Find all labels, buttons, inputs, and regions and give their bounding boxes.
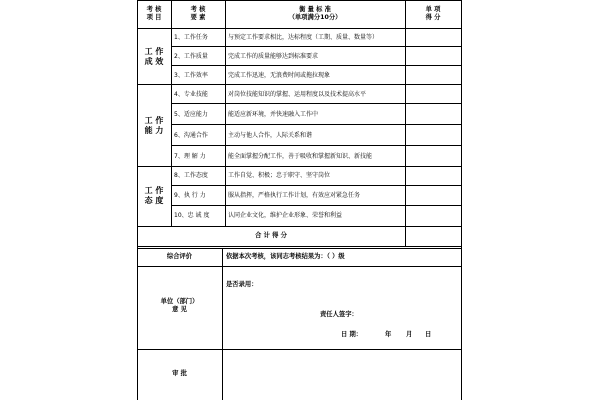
factor-standard: 与预定工作要求相比，达标程度（工期、质量、数量等） bbox=[228, 34, 379, 41]
approval-label: 审 批 bbox=[172, 370, 187, 377]
row-line bbox=[171, 46, 462, 47]
header-factor-column: 考 核 要 素 bbox=[190, 6, 206, 21]
total-bottom bbox=[137, 246, 462, 247]
overall-evaluation-text: 依据本次考核，该同志考核结果为：（ ）级 bbox=[226, 253, 345, 260]
row-line bbox=[171, 65, 462, 66]
factor-name: 5、适应能力 bbox=[174, 111, 208, 118]
header-score-column: 单 项 得 分 bbox=[425, 6, 441, 21]
factor-name: 6、沟通合作 bbox=[174, 132, 208, 139]
row-line bbox=[171, 205, 462, 206]
row-line bbox=[171, 124, 462, 125]
group-line bbox=[137, 84, 462, 85]
factor-name: 7、理 解 力 bbox=[174, 153, 206, 160]
overall-bottom bbox=[137, 266, 462, 267]
factor-name: 9、执 行 力 bbox=[174, 192, 206, 199]
row-line bbox=[171, 185, 462, 186]
factor-standard: 工作自觉、积极；忠于职守、坚守岗位 bbox=[228, 172, 331, 179]
factor-name: 4、专业技能 bbox=[174, 91, 208, 98]
month-label: 月 bbox=[406, 331, 413, 338]
group-line bbox=[137, 166, 462, 167]
unit-opinion-label: 单位（部门） 意 见 bbox=[160, 298, 199, 313]
col-divider-3 bbox=[405, 0, 406, 246]
group-label-work-results: 工 作 成 效 bbox=[144, 47, 164, 66]
factor-name: 2、工作质量 bbox=[174, 53, 208, 60]
group-label-work-attitude: 工 作 态 度 bbox=[144, 186, 164, 205]
col-divider-1 bbox=[171, 0, 172, 226]
factor-name: 8、工作态度 bbox=[174, 172, 208, 179]
signer-label: 责任人签字： bbox=[320, 311, 358, 318]
row-line bbox=[171, 103, 462, 104]
border-top bbox=[137, 0, 462, 1]
factor-standard: 主动与他人合作，人际关系和谐 bbox=[228, 132, 313, 139]
factor-standard: 完成工作迅速，无浪费时间或拖拉现象 bbox=[228, 72, 331, 79]
border-right bbox=[461, 0, 462, 400]
group-label-work-ability: 工 作 能 力 bbox=[144, 116, 164, 135]
overall-evaluation-label: 综合评价 bbox=[166, 253, 193, 260]
hire-decision-label: 是否录用： bbox=[226, 281, 258, 288]
factor-name: 3、工作效率 bbox=[174, 72, 208, 79]
group-line bbox=[137, 226, 462, 227]
factor-standard: 能适应新环境，并快速融入工作中 bbox=[228, 111, 319, 118]
factor-standard: 能全面掌握分配工作，善于吸收和掌握新知识、新技能 bbox=[228, 153, 373, 160]
year-label: 年 bbox=[385, 331, 392, 338]
factor-standard: 对岗位技能知识的掌握、运用程度以及技术提高水平 bbox=[228, 91, 367, 98]
total-score-label: 合 计 得 分 bbox=[255, 232, 287, 239]
date-label: 日 期： bbox=[341, 331, 363, 338]
factor-name: 1、工作任务 bbox=[174, 34, 208, 41]
header-item-column: 考 核 项 目 bbox=[146, 6, 162, 21]
total-bottom-2 bbox=[137, 248, 462, 249]
day-label: 日 bbox=[425, 331, 432, 338]
factor-name: 10、忠 诚 度 bbox=[174, 212, 210, 219]
col-divider-2 bbox=[225, 0, 226, 226]
row-line bbox=[171, 145, 462, 146]
factor-standard: 服从指挥，严格执行工作计划，有效应对紧急任务 bbox=[228, 192, 361, 199]
evaluation-form bbox=[137, 0, 462, 400]
lower-divider bbox=[222, 248, 223, 400]
factor-standard: 完成工作的质量能够达到标准要求 bbox=[228, 53, 319, 60]
header-bottom bbox=[137, 28, 462, 29]
factor-standard: 认同企业文化，维护企业形象、荣誉和利益 bbox=[228, 212, 343, 219]
unit-bottom bbox=[137, 349, 462, 350]
header-standard-column: 衡 量 标 准 （单项满分10分） bbox=[288, 6, 342, 21]
